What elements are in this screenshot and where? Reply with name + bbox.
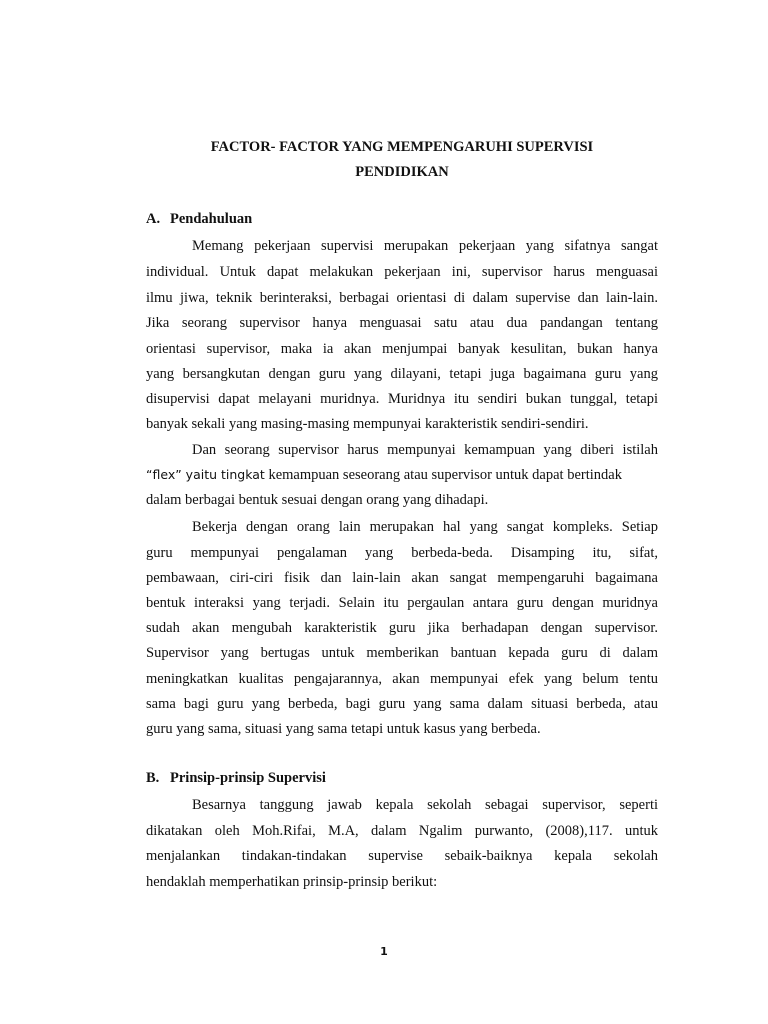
paragraph-line: orientasi supervisor, maka ia akan menjumpai banyak kesulitan, bukan hanya bbox=[146, 341, 658, 357]
paragraph-line: guru mempunyai pengalaman yang berbeda-beda. Disamping itu, sifat, bbox=[146, 545, 658, 561]
paragraph-line-rest: kemampuan seseorang atau supervisor untuk dapat bertindak bbox=[268, 467, 622, 483]
paragraph-line: sudah akan mengubah karakteristik guru jika berhadapan dengan supervisor. bbox=[146, 620, 658, 636]
paragraph-line: individual. Untuk dapat melakukan pekerjaan ini, supervisor harus menguasai bbox=[146, 264, 658, 280]
paragraph-line: pembawaan, ciri-ciri fisik dan lain-lain akan sangat mempengaruhi bagaimana bbox=[146, 570, 658, 586]
paragraph-line: sama bagi guru yang berbeda, bagi guru yang sama dalam situasi berbeda, atau bbox=[146, 696, 658, 712]
paragraph-line: guru yang sama, situasi yang sama tetapi untuk kasus yang berbeda. bbox=[146, 721, 541, 737]
section-a-heading bbox=[146, 209, 252, 229]
paragraph-line: hendaklah memperhatikan prinsip-prinsip berikut: bbox=[146, 874, 438, 890]
document-title-line-2: PENDIDIKAN bbox=[355, 164, 449, 180]
paragraph-line: disupervisi dapat melayani muridnya. Muridnya itu sendiri bukan tunggal, tetapi bbox=[146, 391, 658, 407]
section-a-number: A. bbox=[146, 211, 161, 227]
paragraph-line: banyak sekali yang masing-masing mempunyai karakteristik sendiri-sendiri. bbox=[146, 416, 589, 432]
paragraph-line-mixed bbox=[146, 465, 658, 485]
paragraph-line: dikatakan oleh Moh.Rifai, M.A, dalam Ngalim purwanto, (2008),117. untuk bbox=[146, 823, 658, 839]
document-title-line-1: FACTOR- FACTOR YANG MEMPENGARUHI SUPERVISI bbox=[210, 139, 594, 155]
section-b-title: Prinsip-prinsip Supervisi bbox=[170, 770, 326, 786]
paragraph-line: bentuk interaksi yang terjadi. Selain itu pergaulan antara guru dengan muridnya bbox=[146, 595, 658, 611]
flex-term: “flex” yaitu tingkat bbox=[146, 467, 265, 482]
paragraph-line: Supervisor yang bertugas untuk memberikan bantuan kepada guru di dalam bbox=[146, 645, 658, 661]
paragraph-line: Memang pekerjaan supervisi merupakan pekerjaan yang sifatnya sangat bbox=[192, 238, 658, 254]
section-b-number: B. bbox=[146, 770, 160, 786]
paragraph-line: Bekerja dengan orang lain merupakan hal yang sangat kompleks. Setiap bbox=[192, 519, 658, 535]
paragraph-line: dalam berbagai bentuk sesuai dengan orang yang dihadapi. bbox=[146, 492, 489, 508]
page-number: 1 bbox=[380, 945, 388, 958]
paragraph-line: Jika seorang supervisor hanya menguasai satu atau dua pandangan tentang bbox=[146, 315, 658, 331]
paragraph-line: yang bersangkutan dengan guru yang dilayani, tetapi juga bagaimana guru yang bbox=[146, 366, 658, 382]
paragraph-line: Besarnya tanggung jawab kepala sekolah sebagai supervisor, seperti bbox=[192, 797, 658, 813]
section-a-title: Pendahuluan bbox=[170, 211, 253, 227]
section-b-heading bbox=[146, 768, 326, 788]
paragraph-line: menjalankan tindakan-tindakan supervise sebaik-baiknya kepala sekolah bbox=[146, 848, 658, 864]
paragraph-line: meningkatkan kualitas pengajarannya, akan mempunyai efek yang belum tentu bbox=[146, 671, 658, 687]
paragraph-line: Dan seorang supervisor harus mempunyai kemampuan yang diberi istilah bbox=[192, 442, 658, 458]
paragraph-line: ilmu jiwa, teknik berinteraksi, berbagai orientasi di dalam supervise dan lain-lain. bbox=[146, 290, 658, 306]
